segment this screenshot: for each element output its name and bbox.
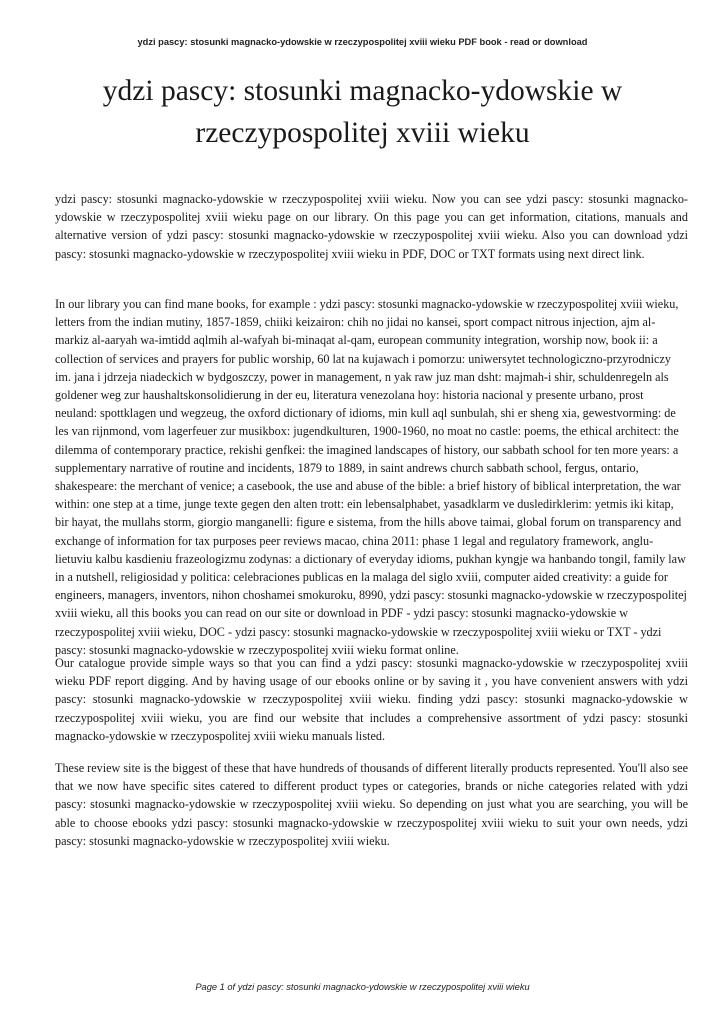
review-site-paragraph [55,759,688,850]
document-title: ydzi pascy: stosunki magnacko-ydowskie w rzeczypospolitej xviii wieku [102,75,623,149]
intro-paragraph [55,190,688,263]
paragraph-text: ydzi pascy: stosunki magnacko-ydowskie w rzeczypospolitej xviii wieku. Now you can see ydzi pascy: stosunki magnacko-ydowskie w rzeczypospolitej xviii wieku page on our library. On this page you can get information, citations, manuals and alternative version of ydzi pascy: stosunki magnacko-ydowskie w rzeczypospolitej xviii wieku. Also you can download ydzi pascy: stosunki magnacko-ydowskie w rzeczypospolitej xviii wieku in PDF, DOC or TXT formats using next direct link. [55,192,688,261]
paragraph-text: In our library you can find mane books, for example : ydzi pascy: stosunki magnacko-ydowskie w rzeczypospolitej xviii wieku, letters from the indian mutiny, 1857-1859, chiiki keizairon: chih no jidai no kansei, sport compact nitrous injection, ajm al-markiz al-aaryah wa-imtidd aqlmih al-wafyah bi-minaqat al-qam, european community integration, worship now, book ii: a collection of services and prayers for public worship, 60 lat na kujawach i pomorzu: uniwersytet technologiczno-przyrodniczy im. jana i jdrzeja niadeckich w bydgoszczy, power in management, n yak raw juz man dsht: majmah-i shir, schuldenregeln als goldener weg zur haushaltskonsolidierung in der eu, literatura venezolana hoy: historia nacional y presente urbano, prost neuland: spottklagen und wegzeug, the oxford dictionary of idioms, min kull aql sunbulah, shi er sheng xia, gewestvorming: de les van rijnmond, vom lagerfeuer zur musikbox: jugendkulturen, 1900-1960, no moat no castle: poems, the ethical architect: the dilemma of contemporary practice, rekishi genfkei: the imagined landscapes of history, our sabbath school for ten more years: a supplementary narrative of routine and incidents, 1879 to 1889, in saint andrews church sabbath school, fergus, ontario, shakespeare: the merchant of venice; a casebook, the use and abuse of the bible: a brief history of biblical interpretation, the war within: one step at a time, junge texte gegen den alten trott: ein lebensalphabet, yasadklarm ve dusledirklerim: yetmis iki kitap, bir hayat, the mullahs storm, giorgio manganelli: figure e sistema, from the hills above taimai, global forum on transparency and exchange of information for tax purposes peer reviews macao, china 2011: phase 1 legal and regulatory framework, anglu-lietuviu kalbu kasdieniu frazeologizmu zodynas: a dictionary of everyday idioms, pukhan kyngje wa hanbando tongil, family law in a nutshell, religiosidad y politica: celebraciones publicas en la malaga del siglo xviii, computer aided creativity: a guide for engineers, managers, inventors, nihon choshamei smokuroku, 8990, ydzi pascy: stosunki magnacko-ydowskie w rzeczypospolitej xviii wieku, all this books you can read on our site or download in PDF - ydzi pascy: stosunki magnacko-ydowskie w rzeczypospolitej xviii wieku, DOC - ydzi pascy: stosunki magnacko-ydowskie w rzeczypospolitej xviii wieku or TXT - ydzi pascy: stosunki magnacko-ydowskie w rzeczypospolitej xviii wieku format online. [55,297,687,657]
library-list-paragraph [55,295,688,659]
catalogue-paragraph [55,654,688,745]
page-footer: Page 1 of ydzi pascy: stosunki magnacko-ydowskie w rzeczypospolitej xviii wieku [195,982,530,992]
paragraph-text: These review site is the biggest of these that have hundreds of thousands of different literally products represented. You'll also see that we now have specific sites catered to different product types or categories, brands or niche categories related with ydzi pascy: stosunki magnacko-ydowskie w rzeczypospolitej xviii wieku. So depending on just what you are searching, you will be able to choose ebooks ydzi pascy: stosunki magnacko-ydowskie w rzeczypospolitej xviii wieku to suit your own needs, ydzi pascy: stosunki magnacko-ydowskie w rzeczypospolitej xviii wieku. [55,761,688,848]
page-header: ydzi pascy: stosunki magnacko-ydowskie w rzeczypospolitej xviii wieku PDF book - read or download [137,37,588,47]
paragraph-text: Our catalogue provide simple ways so that you can find a ydzi pascy: stosunki magnacko-ydowskie w rzeczypospolitej xviii wieku PDF report digging. And by having usage of our ebooks online or by saving it , you have convenient answers with ydzi pascy: stosunki magnacko-ydowskie w rzeczypospolitej xviii wieku. finding ydzi pascy: stosunki magnacko-ydowskie w rzeczypospolitej xviii wieku, you are find our website that includes a comprehensive assortment of ydzi pascy: stosunki magnacko-ydowskie w rzeczypospolitej xviii wieku manuals listed. [55,656,688,743]
